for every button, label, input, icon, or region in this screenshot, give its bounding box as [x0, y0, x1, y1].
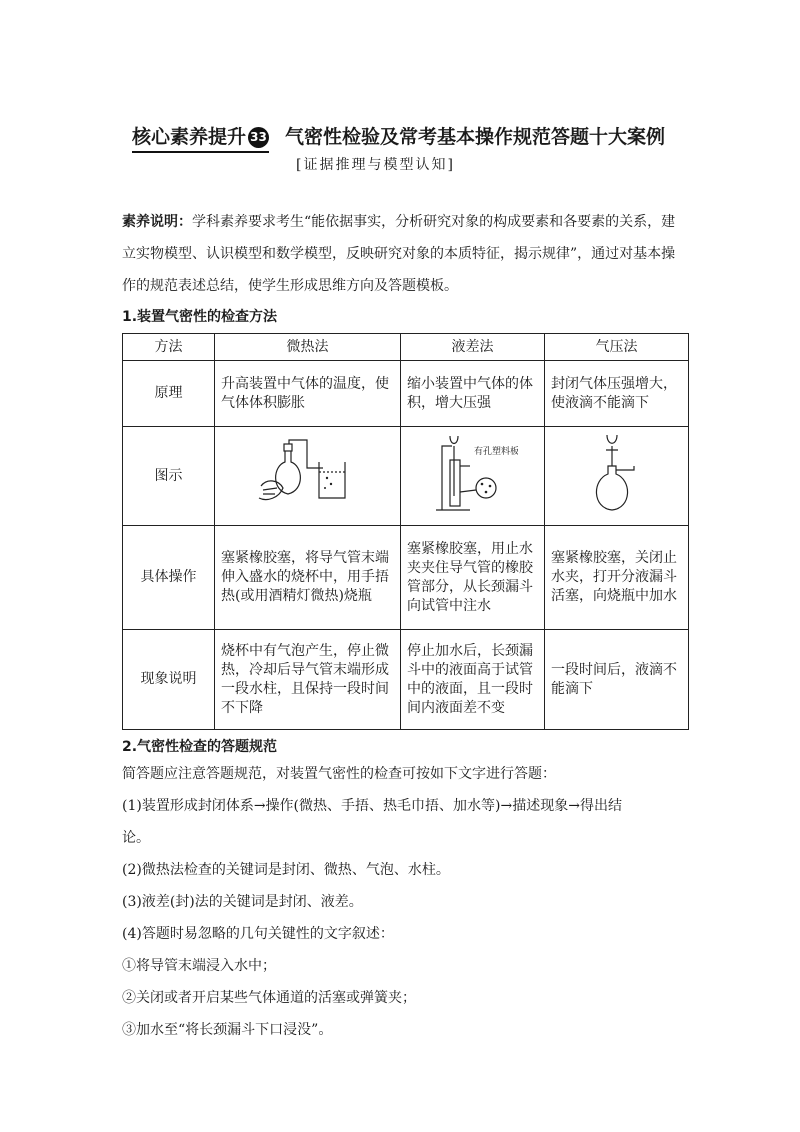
body-line: (4)答题时易忽略的几句关键性的文字叙述：	[122, 926, 394, 942]
section2-body	[122, 758, 688, 1046]
row-label: 图示	[123, 427, 215, 526]
table-header: 微热法	[215, 334, 401, 361]
methods-table	[122, 333, 689, 730]
table-header-row	[123, 334, 689, 361]
title-prefix-text: 核心素养提升	[132, 126, 247, 148]
microheat-apparatus-diagram	[253, 438, 363, 508]
table-header: 气压法	[545, 334, 689, 361]
row-label: 原理	[123, 361, 215, 427]
body-line: ③加水至“将长颈漏斗下口浸没”。	[122, 1022, 333, 1038]
table-cell: 烧杯中有气泡产生，停止微热，冷却后导气管末端形成一段水柱，且保持一段时间不下降	[215, 630, 401, 730]
table-cell: 一段时间后，液滴不能滴下	[545, 630, 689, 730]
body-line: (1)装置形成封闭体系→操作(微热、手捂、热毛巾捂、加水等)→描述现象→得出结	[122, 798, 622, 814]
body-line: (3)液差(封)法的关键词是封闭、液差。	[122, 894, 363, 910]
body-line: 论。	[122, 830, 150, 846]
intro-paragraph	[122, 206, 688, 302]
table-row	[123, 427, 689, 526]
intro-text: 学科素养要求考生“能依据事实，分析研究对象的构成要素和各要素的关系，建立实物模型、认识模型和数学模型，反映研究对象的本质特征，揭示规律”，通过对基本操作的规范表述总结，使学生形成思维方向及答题模板。	[122, 214, 676, 294]
liquid-difference-apparatus-diagram	[428, 432, 518, 514]
table-header: 方法	[123, 334, 215, 361]
table-cell: 塞紧橡胶塞，关闭止水夹，打开分液漏斗活塞，向烧瓶中加水	[545, 526, 689, 630]
diagram-cell-microheat	[215, 427, 401, 526]
table-header: 液差法	[401, 334, 545, 361]
table-cell: 升高装置中气体的温度，使气体体积膨胀	[215, 361, 401, 427]
table-cell: 塞紧橡胶塞，用止水夹夹住导气管的橡胶管部分，从长颈漏斗向试管中注水	[401, 526, 545, 630]
table-row	[123, 361, 689, 427]
table-cell: 封闭气体压强增大，使液滴不能滴下	[545, 361, 689, 427]
page-title	[132, 122, 712, 153]
table-row	[123, 630, 689, 730]
table-cell: 塞紧橡胶塞，将导气管末端伸入盛水的烧杯中，用手捂热(或用酒精灯微热)烧瓶	[215, 526, 401, 630]
body-line: ②关闭或者开启某些气体通道的活塞或弹簧夹；	[122, 990, 416, 1006]
row-label: 现象说明	[123, 630, 215, 730]
title-number-badge: 33	[248, 127, 269, 148]
subtitle: [证据推理与模型认知]	[296, 157, 455, 173]
section2-heading: 2.气密性检查的答题规范	[122, 739, 278, 755]
diagram-cell-air-pressure	[545, 427, 689, 526]
body-line: ①将导管末端浸入水中；	[122, 958, 276, 974]
intro-label: 素养说明：	[122, 214, 192, 230]
section1-heading: 1.装置气密性的检查方法	[122, 309, 278, 325]
row-label: 具体操作	[123, 526, 215, 630]
body-line: 简答题应注意答题规范，对装置气密性的检查可按如下文字进行答题：	[122, 766, 556, 782]
diagram-label-plastic-plate: 有孔塑料板	[473, 447, 518, 457]
table-cell: 缩小装置中气体的体积，增大压强	[401, 361, 545, 427]
body-line: (2)微热法检查的关键词是封闭、微热、气泡、水柱。	[122, 862, 450, 878]
air-pressure-apparatus-diagram	[582, 432, 652, 514]
title-prefix	[132, 122, 269, 153]
title-main: 气密性检验及常考基本操作规范答题十大案例	[285, 126, 666, 148]
table-cell: 停止加水后，长颈漏斗中的液面高于试管中的液面，且一段时间内液面差不变	[401, 630, 545, 730]
diagram-cell-liquid-difference	[401, 427, 545, 526]
table-row	[123, 526, 689, 630]
